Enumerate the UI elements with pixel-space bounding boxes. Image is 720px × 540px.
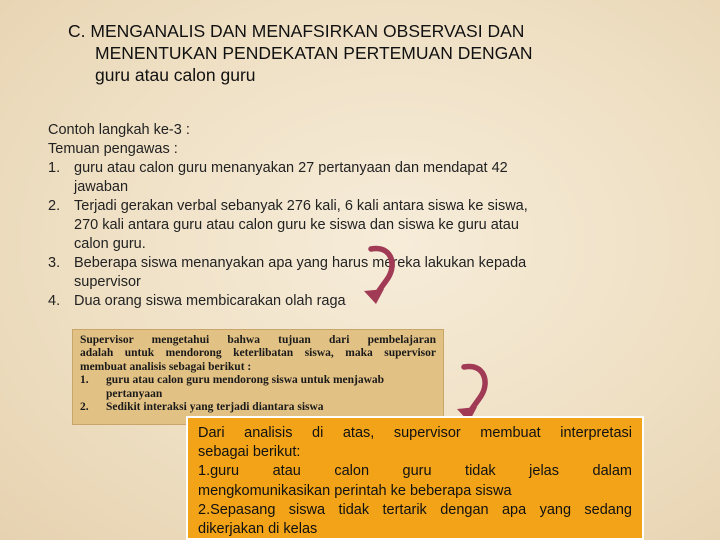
interpretation-line: Dari analisis di atas, supervisor membuat interpretasi <box>198 425 632 441</box>
example-findings <box>48 121 608 311</box>
analysis-item-1 <box>80 374 436 401</box>
analysis-line: Supervisor mengetahui bahwa tujuan dari pembelajaran <box>80 334 436 346</box>
finding-number: 2. <box>48 198 61 214</box>
interpretation-line: sebagai berikut: <box>198 444 301 461</box>
analysis-box <box>72 329 444 425</box>
analysis-line: membuat analisis sebagai berikut : <box>80 360 252 373</box>
interpretation-line: dikerjakan di kelas <box>198 521 318 538</box>
title-line-2: MENENTUKAN PENDEKATAN PERTEMUAN DENGAN <box>95 43 533 63</box>
finding-text: supervisor <box>74 274 141 290</box>
finding-item-1 <box>48 159 608 197</box>
finding-item-3 <box>48 254 608 292</box>
interpretation-line: 1.guru atau calon guru tidak jelas dalam <box>198 463 632 480</box>
curved-arrow-icon <box>448 360 494 424</box>
example-heading: Contoh langkah ke-3 : <box>48 122 190 138</box>
title-line-3: guru atau calon guru <box>95 65 256 85</box>
analysis-line: adalah untuk mendorong keterlibatan siswa, maka supervisor <box>80 347 436 360</box>
finding-text: Terjadi gerakan verbal sebanyak 276 kali, 6 kali antara siswa ke siswa, <box>74 198 528 214</box>
curved-arrow-icon <box>355 242 401 306</box>
interpretation-box <box>186 416 644 540</box>
finding-text: guru atau calon guru menanyakan 27 pertanyaan dan mendapat 42 <box>74 160 508 176</box>
analysis-text: pertanyaan <box>106 387 163 400</box>
example-subheading: Temuan pengawas : <box>48 141 178 157</box>
interpretation-line: mengkomunikasikan perintah ke beberapa siswa <box>198 482 512 499</box>
analysis-text: Sedikit interaksi yang terjadi diantara siswa <box>106 401 324 414</box>
finding-text: jawaban <box>74 179 129 195</box>
analysis-number: 2. <box>80 401 89 414</box>
analysis-number: 1. <box>80 374 89 387</box>
finding-text: 270 kali antara guru atau calon guru ke siswa dan siswa ke guru atau <box>74 217 519 233</box>
title-line-1: C. MENGANALIS DAN MENAFSIRKAN OBSERVASI DAN <box>68 21 525 41</box>
slide-title <box>68 20 668 86</box>
finding-item-4 <box>48 292 608 311</box>
finding-number: 4. <box>48 293 61 309</box>
finding-text: Dua orang siswa membicarakan olah raga <box>74 293 346 309</box>
finding-number: 1. <box>48 160 61 176</box>
finding-number: 3. <box>48 255 61 271</box>
analysis-item-2 <box>80 401 436 414</box>
finding-text: Beberapa siswa menanyakan apa yang harus mereka lakukan kepada <box>74 255 527 271</box>
finding-item-2 <box>48 197 608 254</box>
interpretation-line: 2.Sepasang siswa tidak tertarik dengan apa yang sedang <box>198 501 632 518</box>
finding-text: calon guru. <box>74 236 146 252</box>
analysis-text: guru atau calon guru mendorong siswa untuk menjawab <box>106 374 385 387</box>
